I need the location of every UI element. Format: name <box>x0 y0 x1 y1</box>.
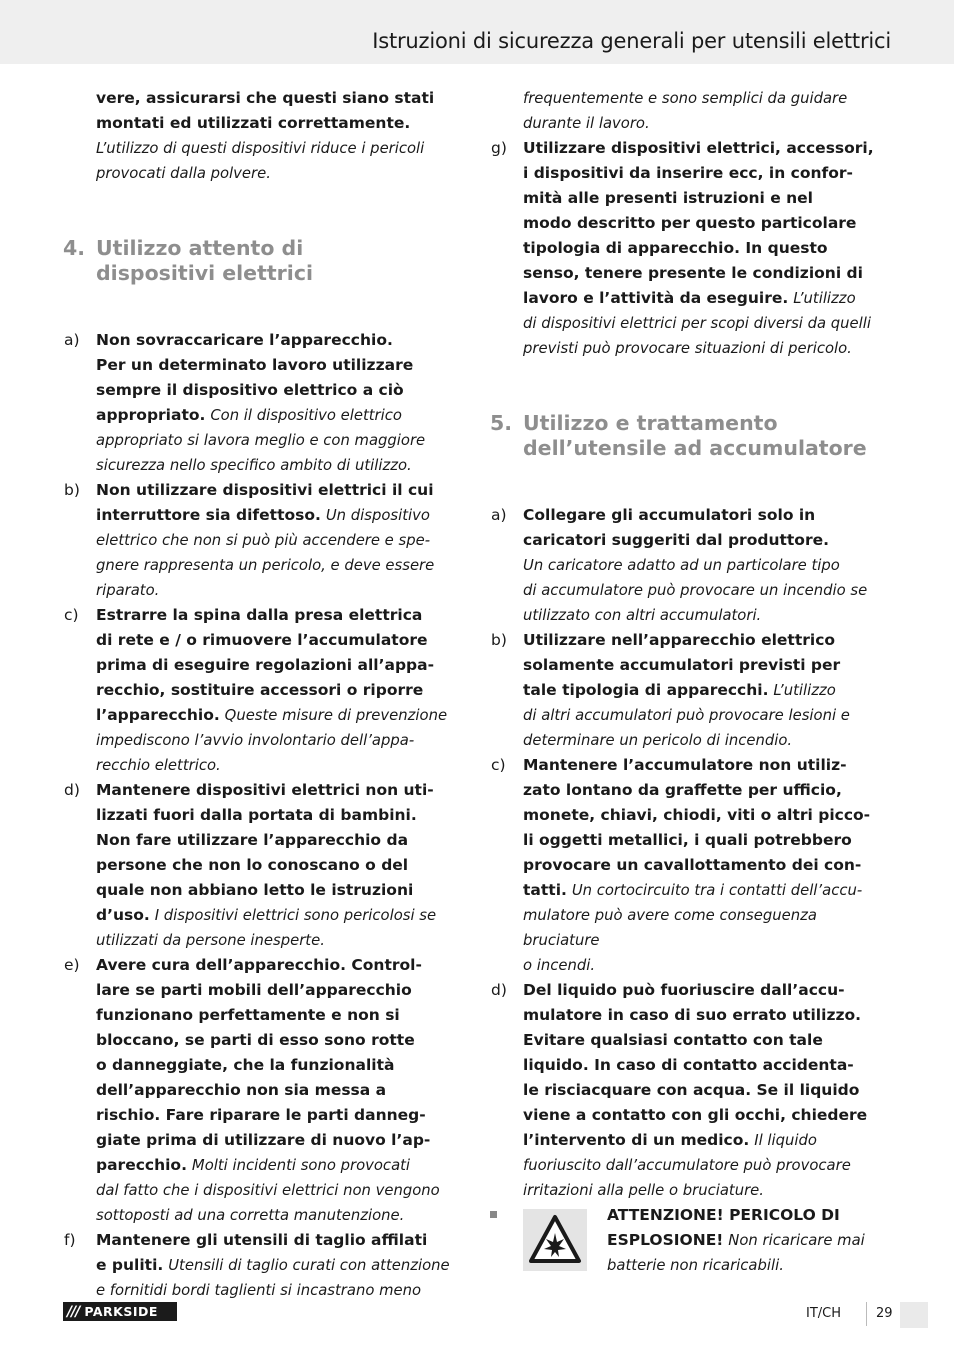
list-marker: a) <box>64 331 80 349</box>
list-item-b <box>491 628 889 753</box>
text-line: L’utilizzo <box>793 290 856 307</box>
text-line: persone che non lo conoscano o del <box>96 856 409 874</box>
text-line: riparato. <box>96 582 160 599</box>
list-item-a <box>64 328 462 478</box>
text-line: Utilizzare nell’apparecchio elettrico <box>523 631 836 649</box>
page-header <box>0 0 954 64</box>
text-line: Utilizzare dispositivi elettrici, accessori, <box>523 139 874 157</box>
text-line: sempre il dispositivo elettrico a ciò <box>96 381 404 399</box>
text-line: Collegare gli accumulatori solo in <box>523 506 816 524</box>
text-line: o incendi. <box>523 957 596 974</box>
text-line: lizzati fuori dalla portata di bambini. <box>96 806 417 824</box>
text-line: mulatore può avere come conseguenza bruciature <box>523 907 817 949</box>
list-item-d <box>491 978 889 1203</box>
list-marker: d) <box>64 781 80 799</box>
text-line: recchio elettrico. <box>96 757 221 774</box>
logo-brand: PARKSIDE <box>84 1304 158 1319</box>
list-marker: c) <box>64 606 79 624</box>
text-line: impediscono l’avvio involontario dell’appa- <box>96 732 415 749</box>
language-code: IT/CH <box>806 1306 842 1321</box>
text-line: monete, chiavi, chiodi, viti o altri picco- <box>523 806 871 824</box>
text-line: tatti. <box>523 881 567 899</box>
list-marker: d) <box>491 981 507 999</box>
text-line: Evitare qualsiasi contatto con tale <box>523 1031 823 1049</box>
text-line: appropriato si lavora meglio e con maggiore <box>96 432 426 449</box>
text-line: Un cortocircuito tra i contatti dell’accu- <box>571 882 863 899</box>
text-line: mulatore in caso di suo errato utilizzo. <box>523 1006 862 1024</box>
text-line: Un caricatore adatto ad un particolare tipo <box>523 557 840 574</box>
list-item-f <box>64 1228 462 1303</box>
text-line: Estrarre la spina dalla presa elettrica <box>96 606 423 624</box>
text-line: Un dispositivo <box>325 507 430 524</box>
heading-line: Utilizzo e trattamento <box>523 411 778 435</box>
text-line: dal fatto che i dispositivi elettrici non vengono <box>96 1182 440 1199</box>
text-line: appropriato. <box>96 406 206 424</box>
text-line: I dispositivi elettrici sono pericolosi se <box>154 907 437 924</box>
text-line: mità alle presenti istruzioni e nel <box>523 189 813 207</box>
text-line: provocati dalla polvere. <box>96 165 271 182</box>
text-line: Molti incidenti sono provocati <box>191 1157 411 1174</box>
text-line: d’uso. <box>96 906 150 924</box>
heading-line: Utilizzo attento di <box>96 236 304 260</box>
text-line: irritazioni alla pelle o bruciature. <box>523 1182 764 1199</box>
list-marker: c) <box>491 756 506 774</box>
text-line: Non utilizzare dispositivi elettrici il cui <box>96 481 434 499</box>
text-line: Non fare utilizzare l’apparecchio da <box>96 831 409 849</box>
text-line: recchio, sostituire accessori o riporre <box>96 681 424 699</box>
section-number: 4. <box>63 236 86 260</box>
right-column <box>490 86 889 1278</box>
logo-slashes: /// <box>67 1303 80 1320</box>
text-line: l’apparecchio. <box>96 706 220 724</box>
text-line: le risciacquare con acqua. Se il liquido <box>523 1081 860 1099</box>
section-number: 5. <box>490 411 513 435</box>
text-line: sottoposti ad una corretta manutenzione. <box>96 1207 405 1224</box>
text-line: l’intervento di un medico. <box>523 1131 750 1149</box>
text-line: ATTENZIONE! PERICOLO DI <box>607 1206 840 1224</box>
text-line: Mantenere gli utensili di taglio affilati <box>96 1231 428 1249</box>
text-line: zato lontano da graffette per ufficio, <box>523 781 842 799</box>
section-heading-5 <box>490 411 889 461</box>
text-line: sicurezza nello specifico ambito di utilizzo. <box>96 457 412 474</box>
text-line: utilizzato con altri accumulatori. <box>523 607 762 624</box>
footer-tab <box>900 1302 928 1328</box>
text-line: senso, tenere presente le condizioni di <box>523 264 863 282</box>
text-line: di altri accumulatori può provocare lesioni e <box>523 707 850 724</box>
text-line: previsti può provocare situazioni di pericolo. <box>523 340 852 357</box>
text-line: Utensili di taglio curati con attenzione <box>168 1257 450 1274</box>
list-item-c <box>491 753 889 978</box>
section-heading-4 <box>63 236 462 286</box>
text-line: e fornitidi bordi taglienti si incastrano meno <box>96 1282 422 1299</box>
text-line: Mantenere l’accumulatore non utiliz- <box>523 756 847 774</box>
text-line: liquido. In caso di contatto accidenta- <box>523 1056 854 1074</box>
page-title: Istruzioni di sicurezza generali per utensili elettrici <box>372 29 891 53</box>
parkside-logo <box>63 1302 177 1321</box>
explosion-warning <box>523 1203 889 1278</box>
page-number: 29 <box>876 1306 893 1321</box>
list-item-d <box>64 778 462 953</box>
text-line: rischio. Fare riparare le parti danneg- <box>96 1106 426 1124</box>
text-line: Del liquido può fuoriuscire dall’accu- <box>523 981 845 999</box>
footer-divider <box>866 1302 867 1326</box>
list-item-a <box>491 503 889 628</box>
heading-line: dell’utensile ad accumulatore <box>523 436 867 460</box>
text-line: elettrico che non si può più accendere e spe- <box>96 532 431 549</box>
list-marker: e) <box>64 956 80 974</box>
text-line: Con il dispositivo elettrico <box>210 407 402 424</box>
text-line: Non sovraccaricare l’apparecchio. <box>96 331 393 349</box>
text-line: di rete e / o rimuovere l’accumulatore <box>96 631 428 649</box>
text-line: L’utilizzo di questi dispositivi riduce i pericoli <box>96 140 425 157</box>
text-line: fuoriuscito dall’accumulatore può provocare <box>523 1157 851 1174</box>
list-marker: b) <box>491 631 507 649</box>
list-item-g <box>491 136 889 361</box>
text-line: tipologia di apparecchio. In questo <box>523 239 828 257</box>
left-column <box>63 86 462 1303</box>
text-line: determinare un pericolo di incendio. <box>523 732 793 749</box>
bullet-icon <box>490 1211 497 1218</box>
text-line: caricatori suggeriti dal produttore. <box>523 531 829 549</box>
text-line: lare se parti mobili dell’apparecchio <box>96 981 412 999</box>
text-line: gnere rappresenta un pericolo, e deve essere <box>96 557 435 574</box>
heading-line: dispositivi elettrici <box>96 261 313 285</box>
text-line: di accumulatore può provocare un incendio se <box>523 582 868 599</box>
text-line: batterie non ricaricabili. <box>607 1257 784 1274</box>
text-line: e puliti. <box>96 1256 164 1274</box>
text-line: giate prima di utilizzare di nuovo l’ap- <box>96 1131 431 1149</box>
text-line: montati ed utilizzati correttamente. <box>96 114 411 132</box>
list-marker: g) <box>491 139 507 157</box>
text-line: Avere cura dell’apparecchio. Control- <box>96 956 422 974</box>
continued-paragraph <box>523 86 889 136</box>
text-line: utilizzati da persone inesperte. <box>96 932 325 949</box>
text-line: Non ricaricare mai <box>728 1232 865 1249</box>
text-line: provocare un cavallottamento dei con- <box>523 856 862 874</box>
text-line: tale tipologia di apparecchi. <box>523 681 769 699</box>
list-marker: b) <box>64 481 80 499</box>
text-line: funzionano perfettamente e non si <box>96 1006 400 1024</box>
text-line: L’utilizzo <box>773 682 836 699</box>
text-line: interruttore sia difettoso. <box>96 506 321 524</box>
text-line: prima di eseguire regolazioni all’appa- <box>96 656 435 674</box>
text-line: dell’apparecchio non sia messa a <box>96 1081 387 1099</box>
text-line: Mantenere dispositivi elettrici non uti- <box>96 781 434 799</box>
text-line: Per un determinato lavoro utilizzare <box>96 356 414 374</box>
text-line: frequentemente e sono semplici da guidare <box>523 90 848 107</box>
text-line: li oggetti metallici, i quali potrebbero <box>523 831 852 849</box>
list-item-c <box>64 603 462 778</box>
list-item-b <box>64 478 462 603</box>
text-line: vere, assicurarsi che questi siano stati <box>96 89 435 107</box>
text-line: di dispositivi elettrici per scopi diversi da quelli <box>523 315 871 332</box>
text-line: i dispositivi da inserire ecc, in confor- <box>523 164 853 182</box>
text-line: durante il lavoro. <box>523 115 650 132</box>
text-line: Il liquido <box>754 1132 817 1149</box>
list-marker: a) <box>491 506 507 524</box>
text-line: o danneggiate, che la funzionalità <box>96 1056 395 1074</box>
intro-paragraph <box>96 86 462 186</box>
text-line: ESPLOSIONE! <box>607 1231 724 1249</box>
text-line: modo descritto per questo particolare <box>523 214 857 232</box>
text-line: Queste misure di prevenzione <box>224 707 448 724</box>
text-line: viene a contatto con gli occhi, chiedere <box>523 1106 868 1124</box>
list-marker: f) <box>64 1231 76 1249</box>
explosion-warning-icon <box>523 1209 587 1271</box>
text-line: bloccano, se parti di esso sono rotte <box>96 1031 415 1049</box>
text-line: parecchio. <box>96 1156 187 1174</box>
text-line: lavoro e l’attività da eseguire. <box>523 289 789 307</box>
text-line: solamente accumulatori previsti per <box>523 656 841 674</box>
text-line: quale non abbiano letto le istruzioni <box>96 881 414 899</box>
list-item-e <box>64 953 462 1228</box>
